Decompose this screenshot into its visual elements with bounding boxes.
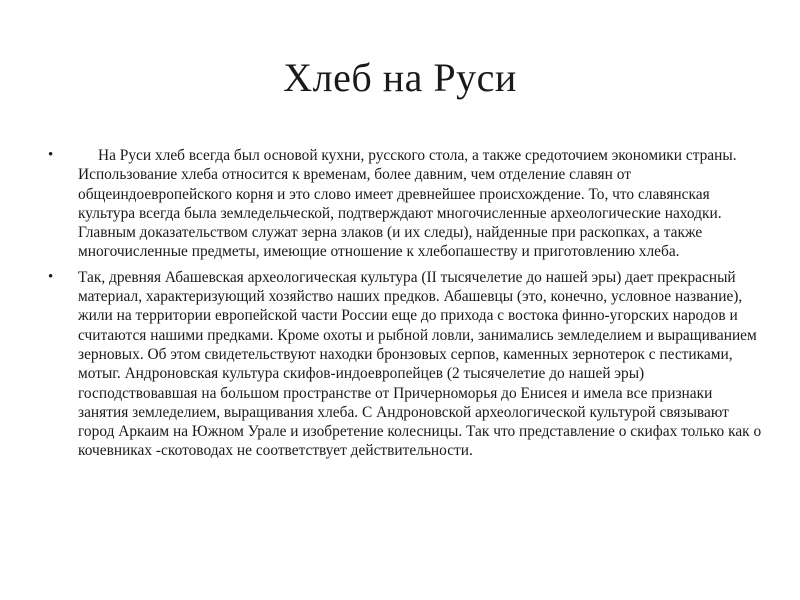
bullet-item-2 bbox=[48, 268, 764, 461]
bullet-icon: • bbox=[48, 147, 54, 163]
bullet-list bbox=[48, 146, 764, 467]
bullet-icon: • bbox=[48, 268, 54, 285]
bullet-text-2: Так, древняя Абашевская археологическая культура (II тысячелетие до нашей эры) дает прекрасный материал, характеризующий хозяйство наших предков. Абашевцы (это, конечно, условное название), жили на территории европейской части России еще до прихода с востока финно-угорских народов и считаются нашими предками. Кроме охоты и рыбной ловли, занимались земледелием и выращиванием зерновых. Об этом свидетельствуют находки бронзовых серпов, каменных зернотерок с пестиками, мотыг. Андроновская культура скифов-индоевропейцев (2 тысячелетие до нашей эры) господствовавшая на большом пространстве от Причерноморья до Енисея и имела все признаки занятия земледелием, выращивания хлеба. С Андроновской археологической культурой связывают город Аркаим на Южном Урале и изобретение колесницы. Так что представление о скифах только как о кочевниках -скотоводах не соответствует действительности. bbox=[78, 268, 762, 460]
bullet-item-1 bbox=[48, 146, 764, 262]
bullet-text-1: На Руси хлеб всегда был основой кухни, русского стола, а также средоточием экономики страны. Использование хлеба относится к временам, более давним, чем отделение славян от общеиндоевропейского корня и это слово имеет древнейшее происхождение. То, что славянская культура всегда была земледельческой, подтверждают многочисленные археологические находки. Главным доказательством служат зерна злаков (и их следы), найденные при раскопках, а также многочисленные предметы, имеющие отношение к хлебопашеству и приготовлению хлеба. bbox=[78, 147, 737, 261]
slide-title: Хлеб на Руси bbox=[283, 55, 517, 100]
